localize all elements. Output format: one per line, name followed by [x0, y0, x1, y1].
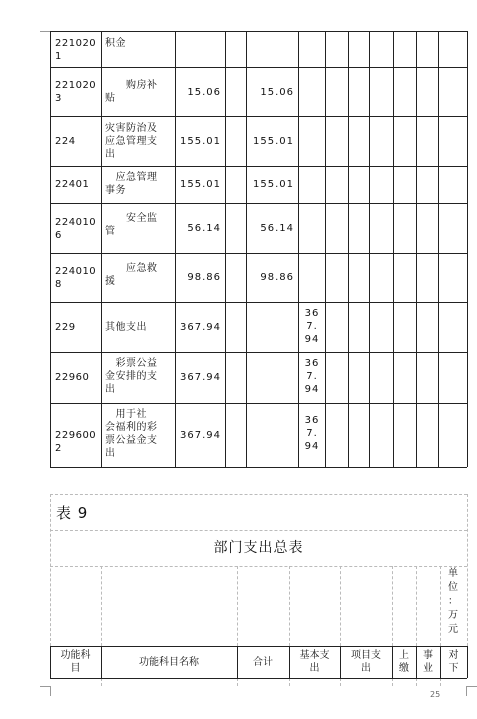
- row-basic: 36 7. 94: [304, 415, 320, 452]
- row-total: 367.94: [180, 322, 221, 333]
- row-name: 灾害防治及 应急管理支 出: [105, 123, 158, 160]
- row-name: 其他支出: [105, 322, 147, 333]
- row-project: 15.06: [260, 87, 294, 98]
- row-project: 155.01: [253, 136, 294, 147]
- unit-label: 单 位 ： 万 元: [448, 568, 458, 635]
- row-total: 155.01: [180, 179, 221, 190]
- row-code: 224010 8: [55, 266, 97, 290]
- row-name: 彩票公益 金安排的支 出: [105, 358, 158, 395]
- row-name: 积金: [105, 38, 126, 49]
- row-code: 229600 2: [55, 430, 97, 454]
- row-project: 98.86: [260, 272, 294, 283]
- row-total: 367.94: [180, 430, 221, 441]
- row-total: 155.01: [180, 136, 221, 147]
- table-label: 表 9: [56, 504, 89, 522]
- row-basic: 36 7. 94: [304, 358, 320, 395]
- row-total: 56.14: [187, 223, 221, 234]
- row-basic: 36 7. 94: [304, 308, 320, 345]
- row-code: 224010 6: [55, 217, 97, 241]
- row-name: 购房补 贴: [105, 80, 158, 104]
- header-project: 项目支 出: [351, 650, 381, 674]
- row-name: 应急管理 事务: [105, 172, 158, 196]
- header-enterprise: 事 业: [423, 650, 433, 674]
- row-name: 安全监 管: [105, 213, 158, 237]
- row-total: 15.06: [187, 87, 221, 98]
- page-number: 25: [430, 690, 441, 699]
- table-title: 部门支出总表: [213, 540, 304, 556]
- row-name: 用于社 会福利的彩 票公益金支 出: [105, 409, 158, 459]
- row-code: 22401: [55, 179, 90, 190]
- header-total: 合计: [253, 657, 273, 668]
- header-function-code: 功能科 目: [60, 650, 91, 674]
- header-remit: 上 缴: [399, 650, 409, 674]
- row-code: 221020 1: [55, 38, 97, 62]
- header-subordinate: 对 下: [448, 650, 459, 674]
- row-total: 367.94: [180, 372, 221, 383]
- row-name: 应急救 援: [105, 263, 158, 287]
- row-project: 56.14: [260, 223, 294, 234]
- row-total: 98.86: [187, 272, 221, 283]
- row-code: 22960: [55, 372, 90, 383]
- header-function-name: 功能科目名称: [139, 657, 199, 668]
- row-code: 224: [55, 136, 76, 147]
- row-project: 155.01: [253, 179, 294, 190]
- row-code: 229: [55, 322, 76, 333]
- header-basic: 基本支 出: [299, 650, 330, 674]
- row-code: 221020 3: [55, 80, 97, 104]
